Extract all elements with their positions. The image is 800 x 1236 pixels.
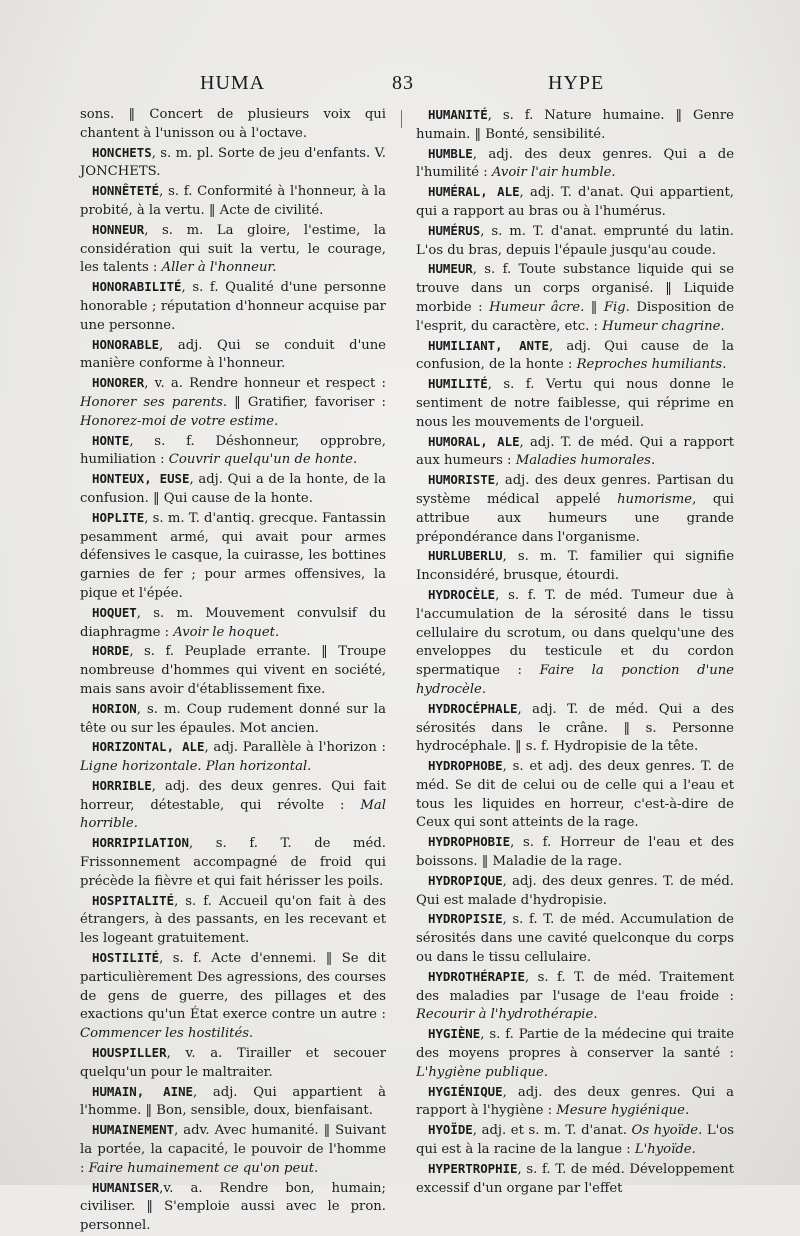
dictionary-entry	[80, 221, 386, 278]
entry-headword: HYGIÈNE	[428, 1026, 481, 1042]
page-number: 83	[392, 72, 414, 94]
dictionary-entry	[80, 106, 386, 144]
entry-headword: HUMEUR	[428, 261, 473, 277]
dictionary-entry	[416, 375, 734, 432]
dictionary-entry	[416, 872, 734, 911]
dictionary-entry	[416, 700, 734, 757]
header-left-guideword: HUMA	[200, 72, 266, 94]
entry-definition: , qui attribue aux humeurs une grande prépondérance dans l'organisme.	[416, 491, 734, 545]
dictionary-entry	[416, 910, 734, 967]
entry-definition: , s. m. T. familier qui signifie Inconsidéré, brusque, étourdi.	[416, 549, 734, 584]
dictionary-entry	[416, 1160, 734, 1199]
entry-definition: , adj. Qui se conduit d'une manière conforme à l'honneur.	[80, 337, 386, 372]
entry-definition: , s. f. T. de méd. Traitement des maladies par l'usage de l'eau froide :	[416, 969, 734, 1004]
entry-definition: , adj. T. de méd. Qui a des sérosités dans le crâne. ‖ s. Personne hydrocéphale. ‖ s. f. Hydropisie de la tête.	[416, 701, 734, 755]
entry-definition: , adj. Qui appartient à l'homme. ‖ Bon, sensible, doux, bienfaisant.	[80, 1084, 386, 1119]
entry-headword: HUMÉRAL, ALE	[428, 184, 520, 200]
entry-headword: HUMORAL, ALE	[428, 433, 520, 449]
entry-definition: Disposition de l'esprit, du caractère, etc. :	[416, 299, 734, 334]
entry-definition: , s. f. Conformité à l'honneur, à la probité, à la vertu. ‖ Acte de civilité.	[80, 184, 386, 218]
entry-definition: , adj. T. d'anat. Qui appartient, qui a rapport au bras ou à l'humérus.	[416, 185, 734, 219]
entry-headword: HONCHETS	[92, 144, 152, 160]
dictionary-entry	[416, 183, 734, 222]
entry-example: Mal horrible.	[80, 797, 386, 832]
entry-definition: , v. a. Rendre honneur et respect :	[144, 376, 386, 392]
dictionary-entry	[416, 1025, 734, 1082]
entry-definition: ,v. a. Rendre bon, humain; civiliser. ‖ S'emploie aussi avec le pron. personnel.	[80, 1180, 386, 1234]
dictionary-entry	[80, 470, 386, 509]
entry-headword: HUMORISTE	[428, 472, 496, 488]
entry-headword: HONTEUX, EUSE	[92, 471, 190, 487]
dictionary-entry	[416, 1121, 734, 1160]
entry-definition: , s. m. La gloire, l'estime, la considération qui suit la vertu, le courage, les talents :	[80, 222, 386, 276]
dictionary-entry	[80, 509, 386, 604]
dictionary-entry	[80, 1179, 386, 1236]
entry-definition: , s. et adj. des deux genres. T. de méd. Se dit de celui ou de celle qui a l'eau et tous les liquides en horreur, c'est-à-dire de Ceux qui sont atteints de la rage.	[416, 759, 734, 831]
entry-headword: HUMANISER	[92, 1179, 160, 1195]
entry-definition: , s. f. Acte d'ennemi. ‖ Se dit particulièrement Des agressions, des courses de gens de guerre, des pillages et des exactions qu'un État exerce contre un autre :	[80, 951, 386, 1023]
entry-headword: HUMAIN, AINE	[92, 1083, 194, 1099]
entry-headword: HONORER	[92, 375, 145, 391]
entry-headword: HYDROTHÉRAPIE	[428, 968, 525, 984]
dictionary-entry	[80, 642, 386, 699]
dictionary-entry	[80, 949, 386, 1044]
entry-definition: , s. f. Peuplade errante. ‖ Troupe nombreuse d'hommes qui vivent en société, mais sans avoir d'établissement fixe.	[80, 644, 386, 697]
entry-definition: , s. m. Coup rudement donné sur la tête ou sur les épaules. Mot ancien.	[80, 701, 386, 736]
entry-headword: HOPLITE	[92, 509, 145, 525]
right-column	[416, 106, 734, 1198]
entry-headword: HUMILITÉ	[428, 376, 488, 392]
entry-definition: , adv. Avec humanité. ‖ Suivant la portée, la capacité, le pouvoir de l'homme :	[80, 1123, 386, 1176]
entry-definition: , s. f. T. de méd. Tumeur due à l'accumulation de la sérosité dans le tissu cellulaire du scrotum, ou dans quelqu'une des enveloppes du testicule et du cordon spermatique :	[416, 587, 734, 679]
entry-definition: JONCHETS.	[80, 164, 161, 180]
entry-example: Humeur âcre.	[489, 299, 585, 315]
dictionary-entry	[80, 1083, 386, 1122]
entry-example: Maladies humorales.	[515, 453, 656, 469]
entry-headword: HYPERTROPHIE	[428, 1160, 518, 1176]
entry-headword: HYDROPHOBIE	[428, 834, 511, 850]
entry-headword: HORDE	[92, 643, 130, 659]
entry-example: Faire humainement ce qu'on peut.	[88, 1160, 319, 1176]
entry-headword: HOSPITALITÉ	[92, 892, 175, 908]
entry-example: Reproches humiliants.	[576, 357, 727, 373]
entry-definition: , adj. et s. m. T. d'anat.	[472, 1123, 632, 1139]
entry-headword: HONORABILITÉ	[92, 279, 182, 295]
entry-definition: , s. f. Horreur de l'eau et des boissons. ‖ Maladie de la rage.	[416, 835, 734, 870]
dictionary-entry	[80, 144, 386, 183]
dictionary-entry	[80, 432, 386, 471]
dictionary-entry	[416, 833, 734, 872]
entry-headword: HUMBLE	[428, 145, 473, 161]
entry-definition: , adj. des deux genres. Qui a de l'humilité :	[416, 146, 734, 181]
entry-definition: , adj. T. de méd. Qui a rapport aux humeurs :	[416, 434, 734, 469]
entry-headword: HOUSPILLER	[92, 1045, 167, 1061]
dictionary-entry	[416, 1083, 734, 1122]
entry-headword: HYGIÉNIQUE	[428, 1083, 503, 1099]
entry-definition: , adj. des deux genres. Partisan du système médical appelé	[416, 473, 734, 507]
entry-definition: ‖	[584, 299, 604, 315]
entry-definition: , s. m. T. d'antiq. grecque. Fantassin pesamment armé, qui avait pour armes défensives le casque, la cuirasse, les bottines garnies de fer ; pour armes offensives, la pique et l'épée.	[80, 510, 386, 601]
dictionary-entry	[80, 834, 386, 891]
entry-headword: HONNEUR	[92, 221, 145, 237]
dictionary-entry	[416, 757, 734, 833]
entry-definition: L'os qui est à la racine de la langue :	[416, 1123, 734, 1158]
entry-example: Honorez-moi de votre estime.	[80, 413, 279, 429]
dictionary-entry	[416, 968, 734, 1025]
dictionary-entry	[80, 278, 386, 335]
entry-example: L'hyoïde.	[634, 1142, 696, 1158]
entry-headword: HONNÊTETÉ	[92, 183, 160, 199]
entry-headword: HYDROPISIE	[428, 911, 503, 927]
dictionary-entry	[416, 433, 734, 472]
entry-example: Honorer ses parents.	[80, 394, 228, 410]
entry-definition: , s. f. Partie de la médecine qui traite des moyens propres à conserver la santé :	[416, 1027, 734, 1062]
entry-definition: , s. f. Accueil qu'on fait à des étrangers, à des passants, en les recevant et les logeant gratuitement.	[80, 893, 386, 947]
entry-example: Os hyoïde.	[631, 1123, 703, 1139]
dictionary-entry	[416, 586, 734, 700]
entry-definition: , adj. Qui cause de la confusion, de la honte :	[416, 338, 734, 373]
entry-headword: HONORABLE	[92, 336, 160, 352]
entry-example: Fig.	[603, 299, 630, 315]
column-divider	[401, 110, 402, 128]
entry-definition: , s. f. T. de méd. Développement excessif d'un organe par l'effet	[416, 1161, 734, 1196]
entry-headword: HUMANITÉ	[428, 107, 488, 122]
dictionary-entry	[416, 337, 734, 376]
entry-headword: HORRIPILATION	[92, 835, 189, 851]
entry-headword: HURLUBERLU	[428, 548, 503, 564]
entry-definition: , s. m. Mouvement convulsif du diaphragme :	[80, 605, 386, 640]
entry-headword: HOSTILITÉ	[92, 950, 160, 966]
entry-headword: HUMÉRUS	[428, 222, 481, 238]
entry-definition: , s. m. T. d'anat. emprunté du latin. L'os du bras, depuis l'épaule jusqu'au coude.	[416, 223, 734, 258]
dictionary-entry	[80, 336, 386, 375]
dictionary-entry	[416, 106, 734, 145]
entry-definition: , adj. des deux genres. Qui a rapport à l'hygiène :	[416, 1084, 734, 1119]
header-right-guideword: HYPE	[548, 72, 605, 94]
entry-definition: , s. m. pl. Sorte de jeu d'enfants. V.	[151, 145, 386, 161]
dictionary-entry	[80, 700, 386, 739]
dictionary-entry	[416, 222, 734, 261]
dictionary-entry	[80, 182, 386, 221]
dictionary-entry	[416, 145, 734, 184]
entry-headword: HYDROPIQUE	[428, 872, 503, 888]
entry-headword: HORRIBLE	[92, 777, 152, 793]
dictionary-entry	[80, 1121, 386, 1178]
dictionary-entry	[80, 374, 386, 431]
entry-example: Commencer les hostilités.	[80, 1026, 254, 1042]
entry-definition: , s. f. Qualité d'une personne honorable ; réputation d'honneur acquise par une personne.	[80, 280, 386, 333]
dictionary-entry	[416, 471, 734, 547]
entry-example: Aller à l'honneur.	[161, 260, 277, 276]
entry-example: L'hygiène publique.	[416, 1064, 549, 1080]
entry-example: Couvrir quelqu'un de honte.	[168, 452, 358, 468]
dictionary-entry	[416, 547, 734, 586]
entry-definition: , s. f. Déshonneur, opprobre, humiliation :	[80, 433, 386, 468]
entry-definition: , v. a. Tirailler et secouer quelqu'un pour le maltraiter.	[80, 1046, 386, 1080]
dictionary-entry	[80, 738, 386, 777]
entry-headword: HOQUET	[92, 604, 137, 620]
entry-headword: HYOÏDE	[428, 1122, 473, 1138]
dictionary-entry	[80, 604, 386, 643]
entry-example: Recourir à l'hydrothérapie.	[416, 1007, 598, 1023]
entry-definition: , s. f. Toute substance liquide qui se trouve dans un corps organisé. ‖ Liquide morbide :	[416, 262, 734, 315]
entry-definition: , adj. des deux genres. Qui fait horreur, détestable, qui révolte :	[80, 778, 386, 813]
entry-headword: HYDROPHOBE	[428, 758, 503, 774]
entry-headword: HONTE	[92, 432, 130, 448]
entry-example: Faire la ponction d'une hydrocèle.	[416, 663, 734, 697]
entry-headword: HYDROCÉPHALE	[428, 700, 518, 716]
entry-definition: , s. f. Nature humaine. ‖ Genre humain. ‖ Bonté, sensibilité.	[416, 108, 734, 142]
entry-definition: ‖ Gratifier, favoriser :	[227, 394, 386, 410]
left-column	[80, 106, 386, 1236]
entry-definition: , s. f. T. de méd. Accumulation de sérosités dans une cavité quelconque du corps ou dans le tissu cellulaire.	[416, 912, 734, 966]
entry-definition: , adj. Qui a de la honte, de la confusion. ‖ Qui cause de la honte.	[80, 472, 386, 506]
entry-definition: , adj. des deux genres. T. de méd. Qui est malade d'hydropisie.	[416, 873, 734, 908]
entry-example: Humeur chagrine.	[602, 318, 725, 334]
entry-definition: sons. ‖ Concert de plusieurs voix qui chantent à l'unisson ou à l'octave.	[80, 107, 386, 141]
entry-definition: , s. f. Vertu qui nous donne le sentiment de notre faiblesse, qui réprime en nous les mouvements de l'orgueil.	[416, 377, 734, 430]
entry-definition: , adj. Parallèle à l'horizon :	[204, 740, 386, 756]
entry-headword: HORION	[92, 700, 137, 716]
dictionary-entry	[80, 1044, 386, 1083]
dictionary-entry	[416, 260, 734, 336]
entry-example: Avoir l'air humble.	[491, 165, 616, 181]
running-header	[0, 72, 800, 98]
entry-headword: HYDROCÈLE	[428, 586, 496, 602]
entry-example: Avoir le hoquet.	[173, 624, 280, 640]
entry-example: humorisme	[617, 491, 693, 507]
entry-headword: HORIZONTAL, ALE	[92, 739, 205, 755]
dictionary-entry	[80, 777, 386, 834]
entry-headword: HUMAINEMENT	[92, 1122, 175, 1138]
entry-headword: HUMILIANT, ANTE	[428, 337, 549, 353]
entry-example: Mesure hygiénique.	[556, 1103, 690, 1119]
entry-definition: , s. f. T. de méd. Frissonnement accompagné de froid qui précède la fièvre et qui fait hérisser les poils.	[80, 836, 386, 889]
dictionary-entry	[80, 892, 386, 949]
entry-example: Ligne horizontale. Plan horizontal.	[80, 759, 312, 775]
